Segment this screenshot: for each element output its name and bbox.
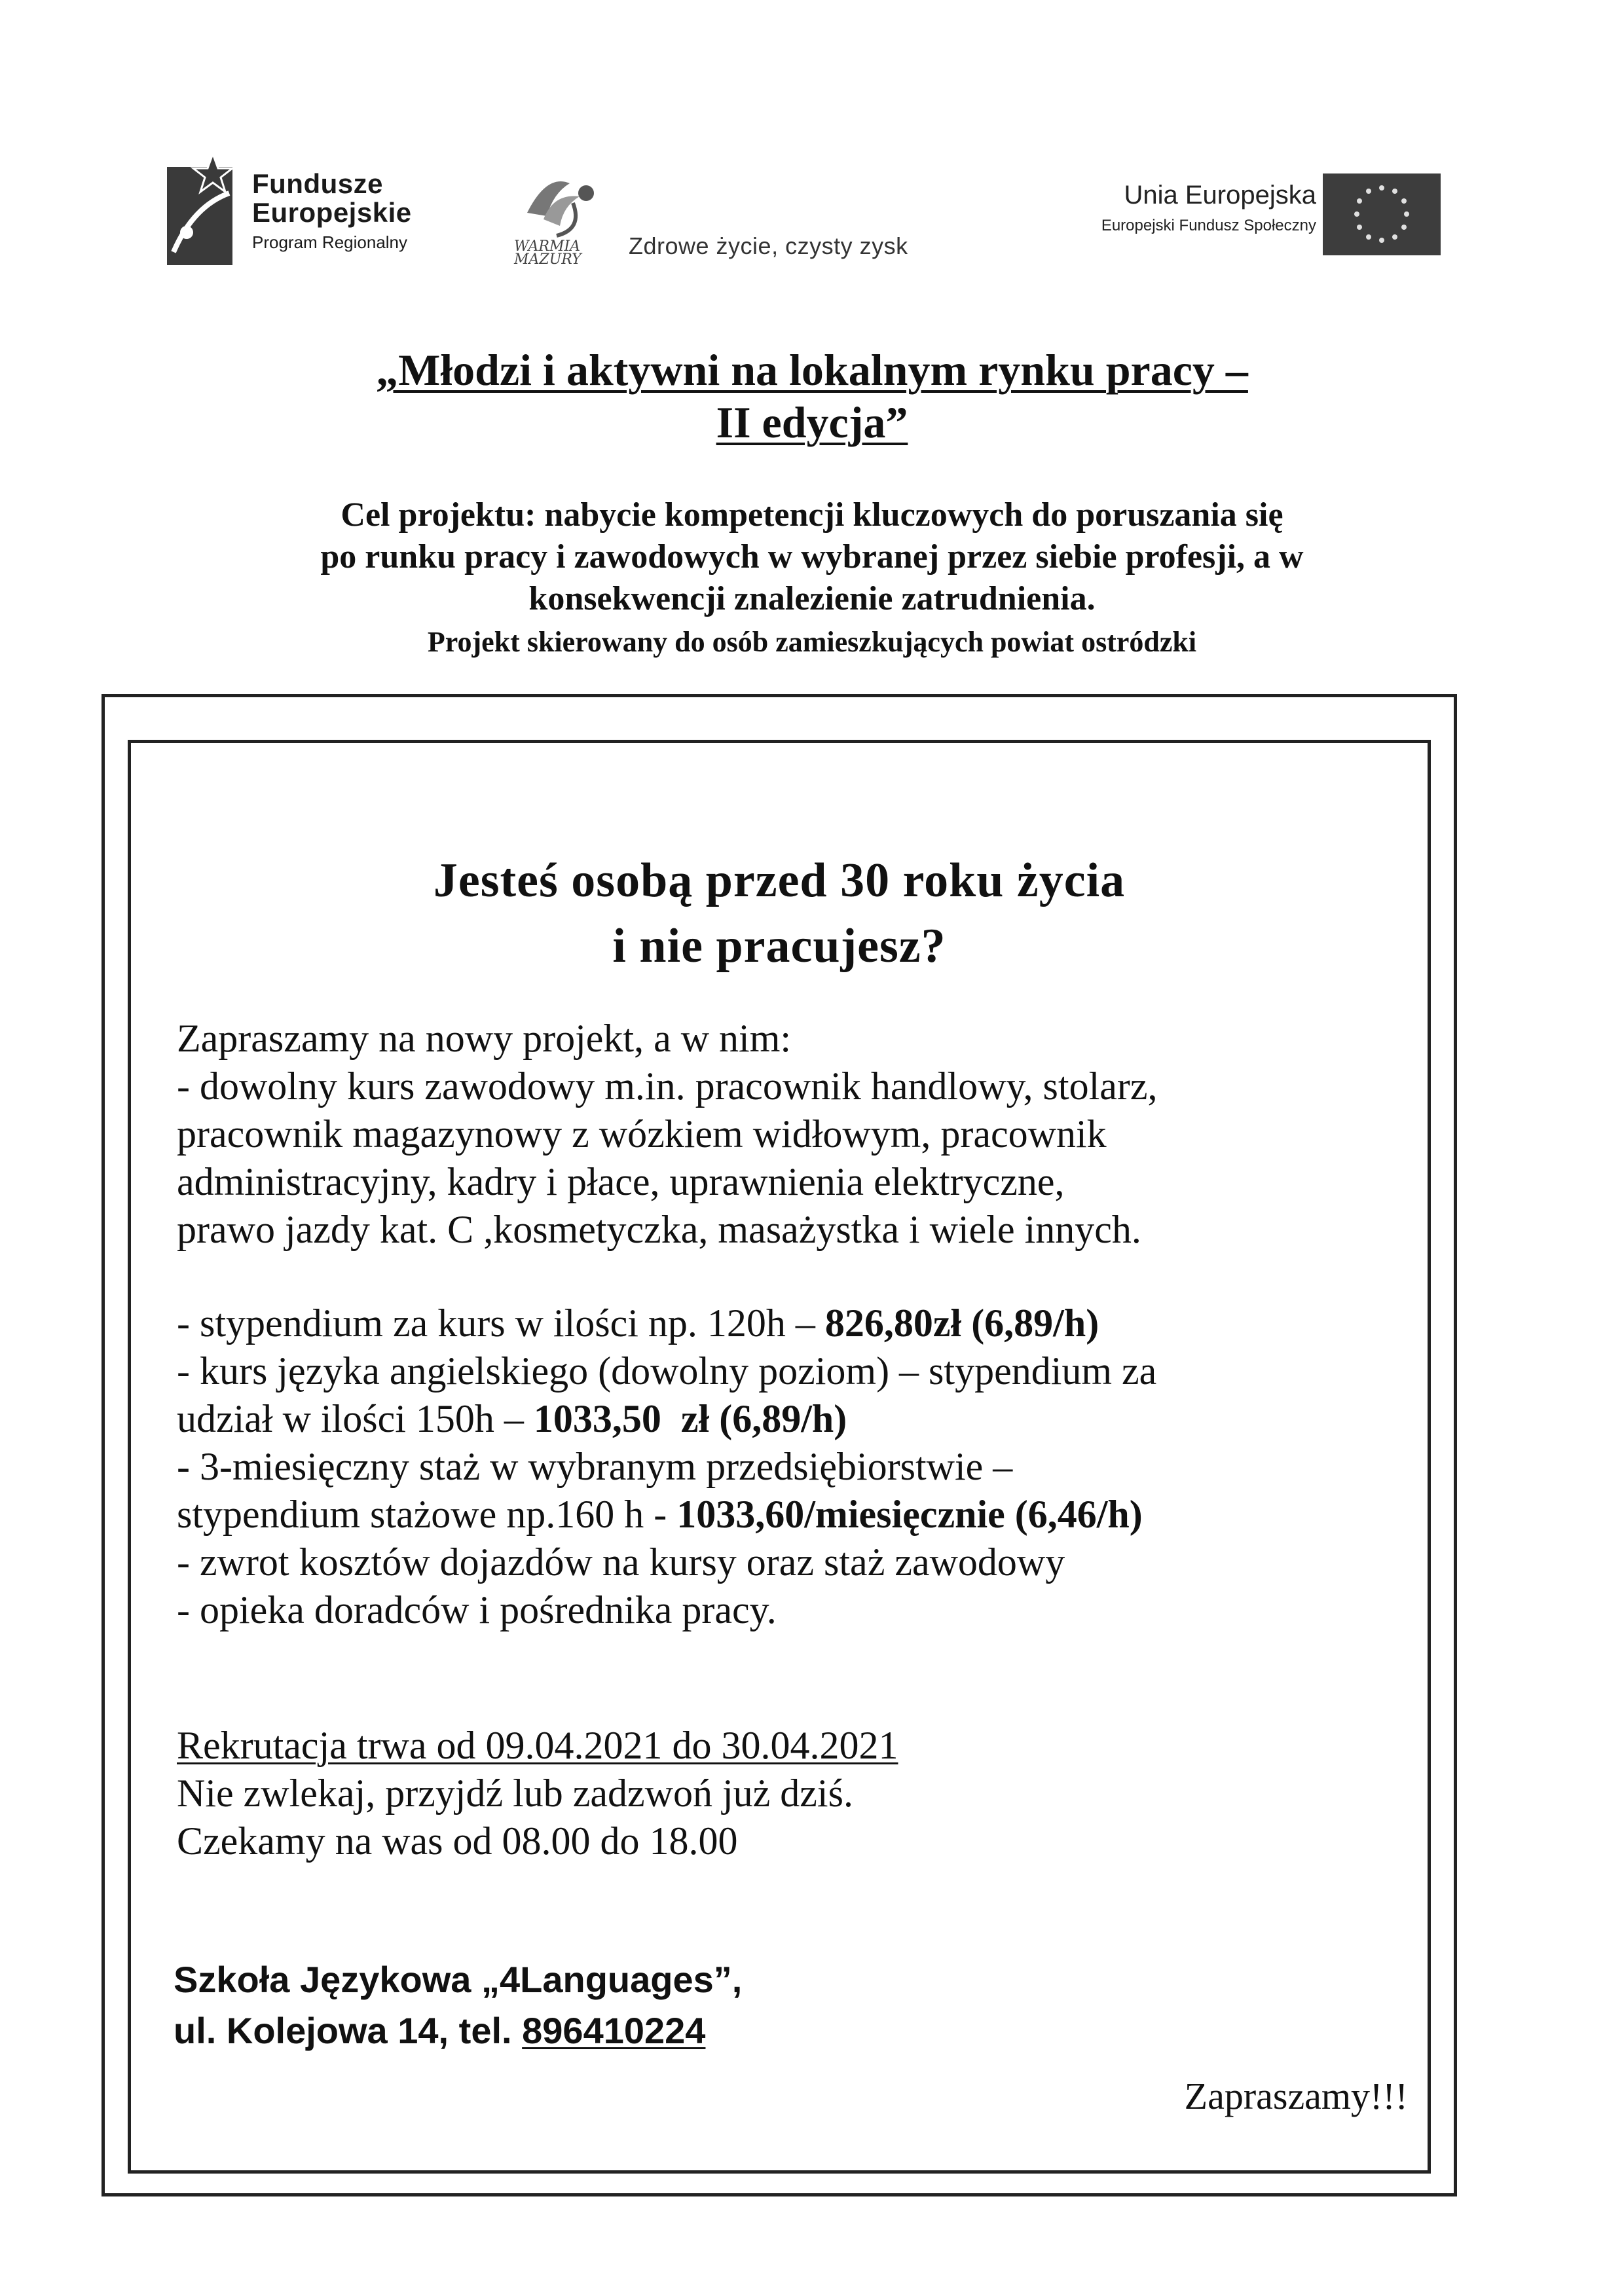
unia-europejska-line: Unia Europejska (1124, 181, 1316, 210)
project-target: Projekt skierowany do osób zamieszkujących powiat ostródzki (427, 626, 1197, 658)
intro-paragraph (177, 1015, 1157, 1254)
box-headline-line2: i nie pracujesz? (612, 919, 946, 973)
benefit-text: udział w ilości 150h – (177, 1397, 534, 1440)
school-name: Szkoła Językowa „4Languages”, (174, 1959, 743, 2000)
project-title-line1: „Młodzi i aktywni na lokalnym rynku pracy – (376, 345, 1248, 395)
efs-line: Europejski Fundusz Społeczny (1101, 217, 1316, 234)
benefit-line-2: - kurs języka angielskiego (dowolny poziom) – stypendium za (177, 1349, 1157, 1393)
project-goal-line1: Cel projektu: nabycie kompetencji kluczowych do poruszania się (341, 496, 1283, 534)
benefit-line-5 (177, 1491, 1156, 1539)
recruitment-info (177, 1722, 898, 1865)
intro-line: prawo jazdy kat. C ,kosmetyczka, masażystka i wiele innych. (177, 1208, 1141, 1251)
europejskie-line: Europejskie (252, 197, 412, 228)
fundusze-line: Fundusze (252, 168, 383, 199)
school-contact (174, 1954, 742, 2056)
school-address (174, 2005, 742, 2056)
phone-link[interactable]: 896410224 (522, 2010, 706, 2051)
benefits-list (177, 1300, 1156, 1634)
project-goal-line3: konsekwencji znalezienie zatrudnienia. (528, 580, 1096, 617)
program-regionalny-line: Program Regionalny (252, 232, 408, 252)
benefit-line-4: - 3-miesięczny staż w wybranym przedsiębiorstwie – (177, 1445, 1013, 1488)
unia-europejska-logo (995, 167, 1441, 259)
svg-text:MAZURY: MAZURY (514, 251, 581, 265)
school-address-text: ul. Kolejowa 14, tel. (174, 2010, 523, 2051)
project-title (157, 344, 1467, 448)
benefit-amount: 826,80zł (6,89/h) (824, 1302, 1099, 1345)
box-headline (196, 848, 1362, 979)
benefit-amount: 1033,50 zł (6,89/h) (533, 1397, 847, 1440)
benefit-line-3 (177, 1395, 1156, 1443)
benefit-line-6: - zwrot kosztów dojazdów na kursy oraz staż zawodowy (177, 1540, 1065, 1584)
warmia-mazury-logo (507, 167, 953, 265)
intro-line: pracownik magazynowy z wózkiem widłowym, pracownik (177, 1112, 1107, 1156)
recruitment-period: Rekrutacja trwa od 09.04.2021 do 30.04.2021 (177, 1724, 898, 1767)
warmia-slogan: Zdrowe życie, czysty zysk (629, 232, 908, 259)
box-headline-line1: Jesteś osobą przed 30 roku życia (433, 854, 1126, 907)
benefit-text: - stypendium za kurs w ilości np. 120h – (177, 1302, 825, 1345)
recruitment-hours: Czekamy na was od 08.00 do 18.00 (177, 1819, 738, 1863)
recruitment-call: Nie zwlekaj, przyjdź lub zadzwoń już dziś. (177, 1772, 853, 1815)
benefit-text: stypendium stażowe np.160 h - (177, 1493, 677, 1536)
benefit-line-7: - opieka doradców i pośrednika pracy. (177, 1588, 777, 1631)
warmia-mazury-mark-icon (507, 167, 612, 265)
fundusze-europejskie-mark-icon (167, 154, 232, 265)
benefit-amount: 1033,60/miesięcznie (6,46/h) (676, 1493, 1143, 1536)
benefit-line-1 (177, 1300, 1156, 1347)
eu-flag-icon (1323, 173, 1441, 255)
fundusze-europejskie-logo (167, 154, 455, 265)
intro-line: administracyjny, kadry i płace, uprawnienia elektryczne, (177, 1160, 1065, 1203)
intro-line: Zapraszamy na nowy projekt, a w nim: (177, 1017, 792, 1060)
project-goal (131, 494, 1493, 620)
project-goal-line2: po runku pracy i zawodowych w wybranej przez siebie profesji, a w (320, 538, 1304, 575)
closing-text: Zapraszamy!!! (1184, 2075, 1408, 2117)
svg-text:WARMIA: WARMIA (514, 238, 581, 255)
intro-line: - dowolny kurs zawodowy m.in. pracownik handlowy, stolarz, (177, 1065, 1158, 1108)
project-title-line2: II edycja” (716, 397, 908, 447)
